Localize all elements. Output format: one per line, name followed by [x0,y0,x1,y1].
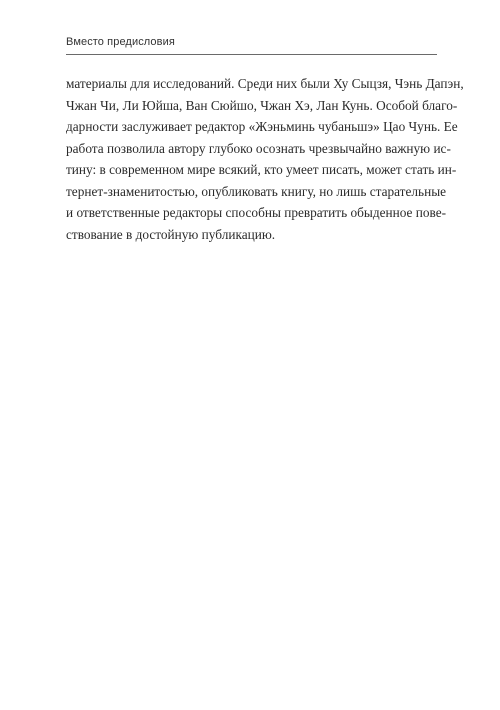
body-paragraph [66,73,464,245]
paragraph-line: дарности заслуживает редактор «Жэньминь чубаньшэ» Цао Чунь. Ее [66,119,458,134]
paragraph-line: и ответственные редакторы способны превратить обыденное пове- [66,205,447,220]
header-rule [66,54,437,55]
paragraph-line: тину: в современном мире всякий, кто умеет писать, может стать ин- [66,162,457,177]
paragraph-line: работа позволила автору глубоко осознать чрезвычайно важную ис- [66,140,451,156]
paragraph-line: ствование в достойную публикацию. [66,226,276,242]
paragraph-line: материалы для исследований. Среди них были Ху Сыцзя, Чэнь Дапэн, [66,76,464,91]
running-head-title: Вместо предисловия [66,36,175,48]
paragraph-line: тернет-знаменитостью, опубликовать книгу, но лишь старательные [66,183,447,199]
paragraph-line: Чжан Чи, Ли Юйша, Ван Сюйшо, Чжан Хэ, Лан Кунь. Особой благо- [66,97,458,113]
